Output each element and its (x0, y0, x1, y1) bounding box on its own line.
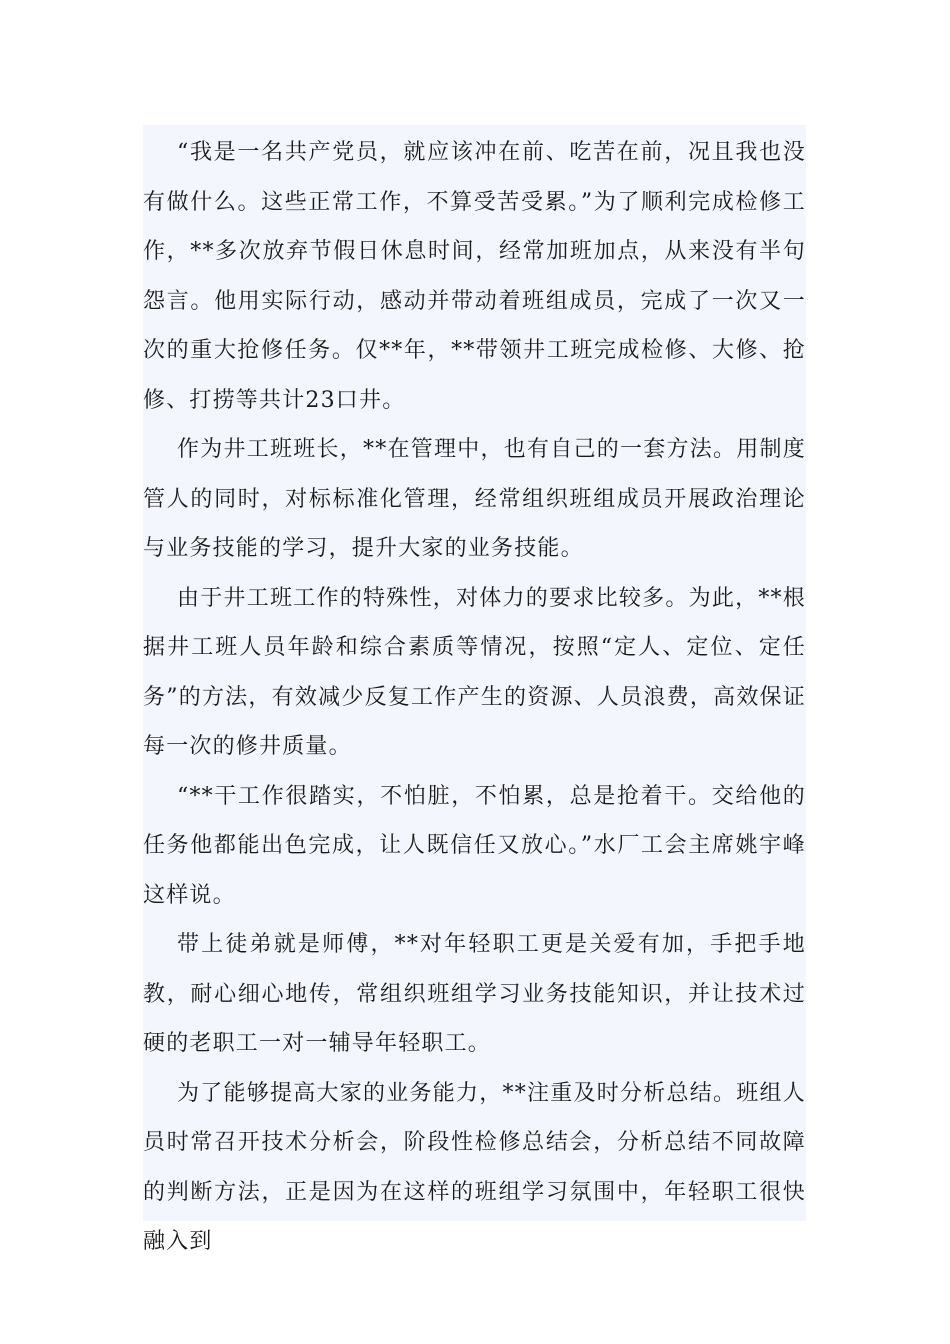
article-body (143, 125, 806, 1254)
paragraph: 为了能够提高大家的业务能力，**注重及时分析总结。班组人员时常召开技术分析会，阶段性检修总结会，分析总结不同故障的判断方法，正是因为在这样的班组学习氛围中，年轻职工很快融入到 (143, 1080, 806, 1254)
paragraph: 带上徒弟就是师傅，**对年轻职工更是关爱有加，手把手地教，耐心细心地传，常组织班组学习业务技能知识，并让技术过硬的老职工一对一辅导年轻职工。 (143, 932, 806, 1056)
paragraph: 由于井工班工作的特殊性，对体力的要求比较多。为此，**根据井工班人员年龄和综合素质等情况，按照“定人、定位、定任务”的方法，有效减少反复工作产生的资源、人员浪费，高效保证每一次的修井质量。 (143, 585, 806, 759)
paragraph: “我是一名共产党员，就应该冲在前、吃苦在前，况且我也没有做什么。这些正常工作，不算受苦受累。”为了顺利完成检修工作，**多次放弃节假日休息时间，经常加班加点，从来没有半句怨言。他用实际行动，感动并带动着班组成员，完成了一次又一次的重大抢修任务。仅**年，**带领井工班完成检修、大修、抢修、打捞等共计23口井。 (143, 140, 806, 413)
paragraph: 作为井工班班长，**在管理中，也有自己的一套方法。用制度管人的同时，对标标准化管理，经常组织班组成员开展政治理论与业务技能的学习，提升大家的业务技能。 (143, 437, 806, 561)
paragraph: “**干工作很踏实，不怕脏，不怕累，总是抢着干。交给他的任务他都能出色完成，让人既信任又放心。”水厂工会主席姚宇峰这样说。 (143, 783, 806, 908)
